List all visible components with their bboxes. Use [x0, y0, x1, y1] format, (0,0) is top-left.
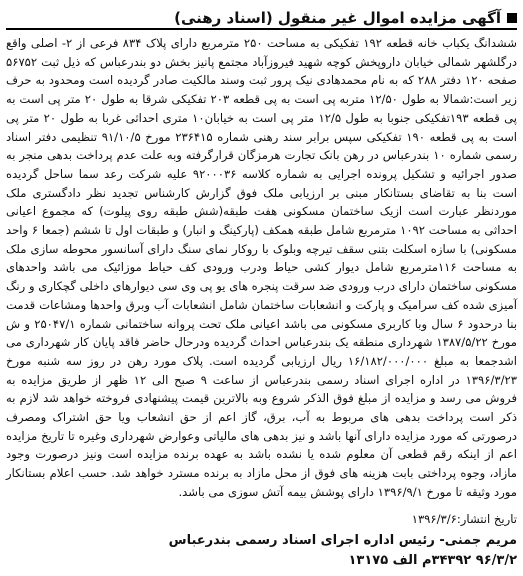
notice-title: آگهی مزایده اموال غیر منقول (اسناد رهنی)	[174, 9, 501, 27]
notice-body: ششدانگ یکباب خانه قطعه ۱۹۲ تفکیکی به مساحت ۲۵۰ مترمربع دارای پلاک ۸۳۴ فرعی از ۲- اصلی واقع درگلشهر شمالی خیابان داروپخش کوچه شهید فیروزآباد مجتمع پانیز بخش دو بندرعباس که ذیل ثبت ۵۶۷۵۲ صفحه ۱۲۰ دفتر ۲۸۸ که به نام محمدهادی نیک پرور ثبت وسند مالکیت صادر گردیده است ومحدود به حرف زیر است:شمالا به طول ۱۲/۵۰ متربه پی است به پی قطعه ۲۰۳ تفکیکی شرقا به طول ۲۰ متر پی است به پی قطعه ۱۹۳تفکیکی جنوبا به طول ۱۲/۵ متر پی است به خیابان۱۰ متری احداثی غربا به طول ۲۰ متر پی است به پی قطعه ۱۹۰ تفکیکی سپس برابر سند رهنی شماره ۲۳۶۴۱۵ مورخ ۹۱/۱۰/۵ تنظیمی دفتر اسناد رسمی شماره ۱۰ بندرعباس در رهن بانک تجارت هرمزگان قرارگرفته وبه علت عدم پرداخت بدهی منجر به صدور اجرائیه و تشکیل پرونده اجرایی به شماره کلاسه ۹۲۰۰۰۳۶ علیه شرکت رعد سما ساحل گردیده است بنا به تقاضای بستانکار مبنی بر ارزیابی ملک فوق گزارش کارشناس تجدید نظر دادگستری ملک موردنظر عبارت است ازیک ساختمان مسکونی هفت طبقه(شش طبقه روی پیلوت) که مجموع اعیانی احداثی به مساحت ۱۰۹۲ مترمربع شامل طبقه همکف (پارکینگ و انبار) و طبقات اول تا ششم (جمعا ۶ واحد مسکونی) با سازه اسکلت بتنی سقف تیرچه وبلوک با روکار نمای سنگ دارای آسانسور محوطه سازی ملک به مساحت ۱۱۶مترمربع شامل دیوار کشی حیاط ودرب ورودی کف حیاط موزائیک می باشد واحدهای مسکونی ساختمان دارای درب ورودی ضد سرقت پنجره های یو پی وی سی دیوارهای داخلی گچکاری و رنگ آمیزی شده کف سرامیک و پارکت و انشعابات ساختمان شامل انشعابات آب وبرق واحدها ومشاعات قدمت بنا درحدود ۶ سال وبا کاربری مسکونی می باشد اعیانی ملک تحت پروانه ساختمانی شماره ۲۵۰۴۷/۱ و ش مورخ ۱۳۸۷/۵/۲۲ شهرداری منطقه یک بندرعباس احداث گردیده ودرحال حاضر فاقد پایان کار شهرداری می اشدجمعا به مبلغ ۱۶/۱۸۲/۰۰۰/۰۰۰ ریال ارزیابی گردیده است. پلاک مورد رهن در روز سه شنبه مورخ ۱۳۹۶/۳/۲۳ در اداره اجرای اسناد رسمی بندرعباس از ساعت ۹ صبح الی ۱۲ ظهر از طریق مزایده به فروش می رسد و مزایده از مبلغ فوق الذکر شروع وبه بالاترین قیمت پیشنهادی فروخته خواهد شد لازم به ذکر است پرداخت بدهی های مربوط به آب، برق، گاز اعم از حق انشعاب ویا حق اشتراک ومصرف درصورتی که مورد مزایده دارای آنها باشد و نیز بدهی های مالیاتی وعوارض شهرداری وغیره تا تاریخ مزایده اعم از اینکه رقم قطعی آن معلوم شده یا نشده باشد به عهده برنده مزایده است ونیز درصورت وجود مازاد، وجوه پرداختی بابت هزینه های فوق از محل مازاد به برنده مسترد خواهد شد. حسب اعلام بستانکار مورد وثیقه تا مورخ ۱۳۹۶/۹/۱ دارای پوشش بیمه آتش سوزی می باشد.	[6, 36, 518, 499]
header-rule	[6, 28, 517, 30]
signature: مریم جمنی- رئیس اداره اجرای اسناد رسمی بندرعباس	[168, 533, 517, 548]
notice-header	[6, 6, 517, 30]
publication-date: تاریخ انتشار:۱۳۹۶/۳/۶	[411, 512, 517, 526]
square-bullet-icon	[507, 13, 517, 23]
document-number: ۹۶/۳/۲ ۳۴۳۹۲م الف ۱۳۱۷۵	[348, 553, 517, 568]
